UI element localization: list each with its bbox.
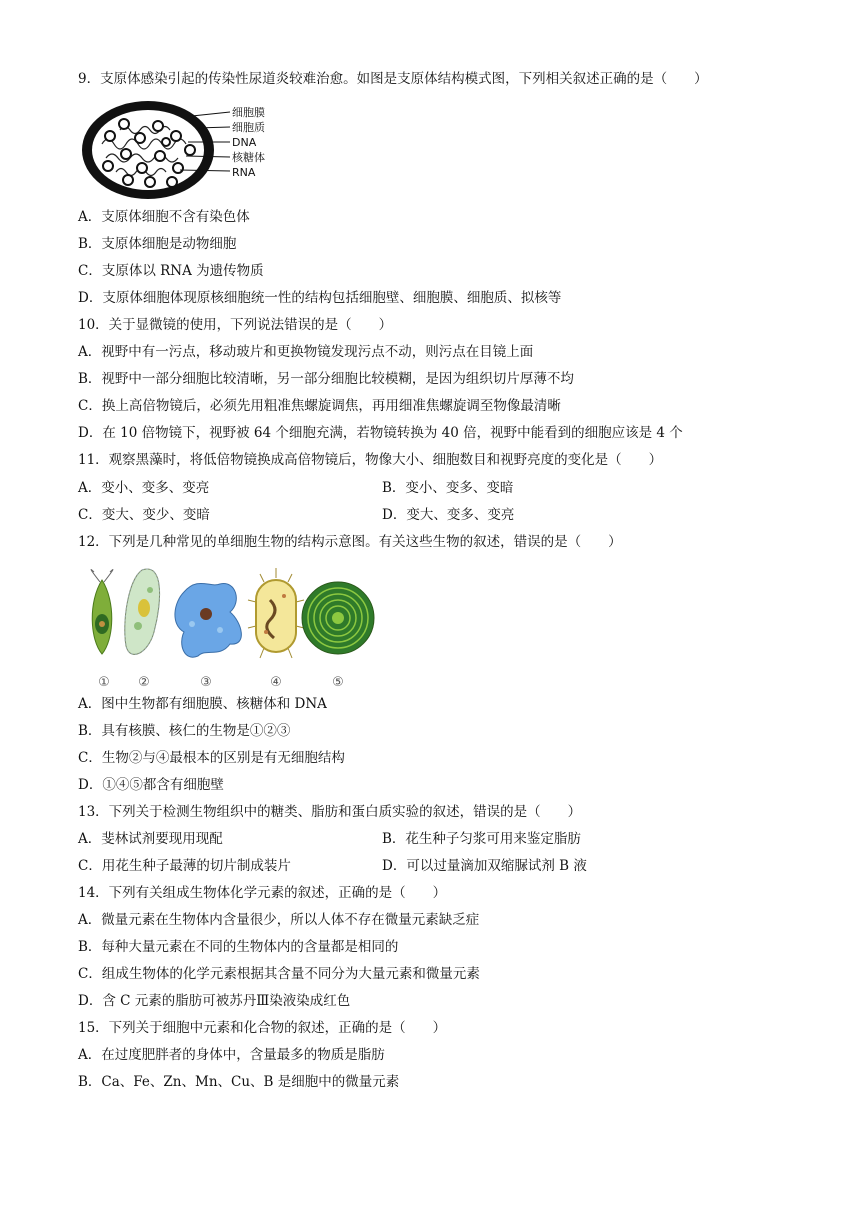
q10-option-c: C．换上高倍物镜后，必须先用粗准焦螺旋调焦，再用细准焦螺旋调至物像最清晰 [78,398,561,414]
q9-option-d: D．支原体细胞体现原核细胞统一性的结构包括细胞壁、细胞膜、细胞质、拟核等 [78,290,562,306]
q12-option-d: D．①④⑤都含有细胞壁 [78,777,224,793]
organism-label-3: ③ [200,675,212,690]
q9-stem: 9．支原体感染引起的传染性尿道炎较难治愈。如图是支原体结构模式图，下列相关叙述正确的是（ ） [78,71,708,87]
q15-stem: 15．下列关于细胞中元素和化合物的叙述，正确的是（ ） [78,1020,447,1036]
organism-5-chlorella [302,582,374,654]
q11-option-b: B．变小、变多、变暗 [382,480,514,496]
organism-label-4: ④ [270,675,282,690]
q11-option-c: C．变大、变少、变暗 [78,507,210,523]
q11-option-a: A．变小、变多、变亮 [78,480,210,496]
q14-option-c: C．组成生物体的化学元素根据其含量不同分为大量元素和微量元素 [78,966,480,982]
q13-option-a: A．斐林试剂要现用现配 [78,831,223,847]
q12-option-a: A．图中生物都有细胞膜、核糖体和 DNA [78,696,327,712]
q15-option-a: A．在过度肥胖者的身体中，含量最多的物质是脂肪 [78,1047,385,1063]
q12-option-c: C．生物②与④最根本的区别是有无细胞结构 [78,750,345,766]
q15-option-b: B．Ca、Fe、Zn、Mn、Cu、B 是细胞中的微量元素 [78,1074,400,1090]
organism-1-chlamydomonas [91,570,113,654]
q14-option-d: D．含 C 元素的脂肪可被苏丹Ⅲ染液染成红色 [78,993,351,1009]
q14-option-a: A．微量元素在生物体内含量很少，所以人体不存在微量元素缺乏症 [78,912,480,928]
q13-option-c: C．用花生种子最薄的切片制成装片 [78,858,291,874]
q10-option-b: B．视野中一部分细胞比较清晰，另一部分细胞比较模糊，是因为组织切片厚薄不均 [78,371,574,387]
single-cell-organisms-figure [80,562,380,692]
q11-stem: 11．观察黑藻时，将低倍物镜换成高倍物镜后，物像大小、细胞数目和视野亮度的变化是（ ） [78,452,663,468]
fig-label-ribosome: 核糖体 [232,151,265,164]
q12-stem: 12．下列是几种常见的单细胞生物的结构示意图。有关这些生物的叙述，错误的是（ ） [78,534,622,550]
q13-option-d: D．可以过量滴加双缩脲试剂 B 液 [382,858,587,874]
fig-label-membrane: 细胞膜 [232,106,265,119]
organism-3-amoeba [175,583,241,657]
organism-label-1: ① [98,675,110,690]
q14-option-b: B．每种大量元素在不同的生物体内的含量都是相同的 [78,939,399,955]
q12-option-b: B．具有核膜、核仁的生物是①②③ [78,723,291,739]
q14-stem: 14．下列有关组成生物体化学元素的叙述，正确的是（ ） [78,885,447,901]
q9-option-a: A．支原体细胞不含有染色体 [78,209,250,225]
fig-label-dna: DNA [232,136,257,149]
q11-option-d: D．变大、变多、变亮 [382,507,515,523]
q9-option-b: B．支原体细胞是动物细胞 [78,236,237,252]
q9-option-c: C．支原体以 RNA 为遗传物质 [78,263,264,279]
q13-stem: 13．下列关于检测生物组织中的糖类、脂肪和蛋白质实验的叙述，错误的是（ ） [78,804,582,820]
organism-label-5: ⑤ [332,675,344,690]
q10-option-a: A．视野中有一污点，移动玻片和更换物镜发现污点不动，则污点在目镜上面 [78,344,534,360]
q10-option-d: D．在 10 倍物镜下，视野被 64 个细胞充满，若物镜转换为 40 倍，视野中能看到的细胞应该是 4 个 [78,425,683,441]
fig-label-rna: RNA [232,166,256,179]
organism-2-paramecium [125,569,160,654]
mycoplasma-structure-figure [80,96,280,206]
q10-stem: 10．关于显微镜的使用，下列说法错误的是（ ） [78,317,393,333]
organism-label-2: ② [138,675,150,690]
q13-option-b: B．花生种子匀浆可用来鉴定脂肪 [382,831,581,847]
organism-4-bacterium [248,568,304,658]
fig-label-cytoplasm: 细胞质 [232,121,265,134]
